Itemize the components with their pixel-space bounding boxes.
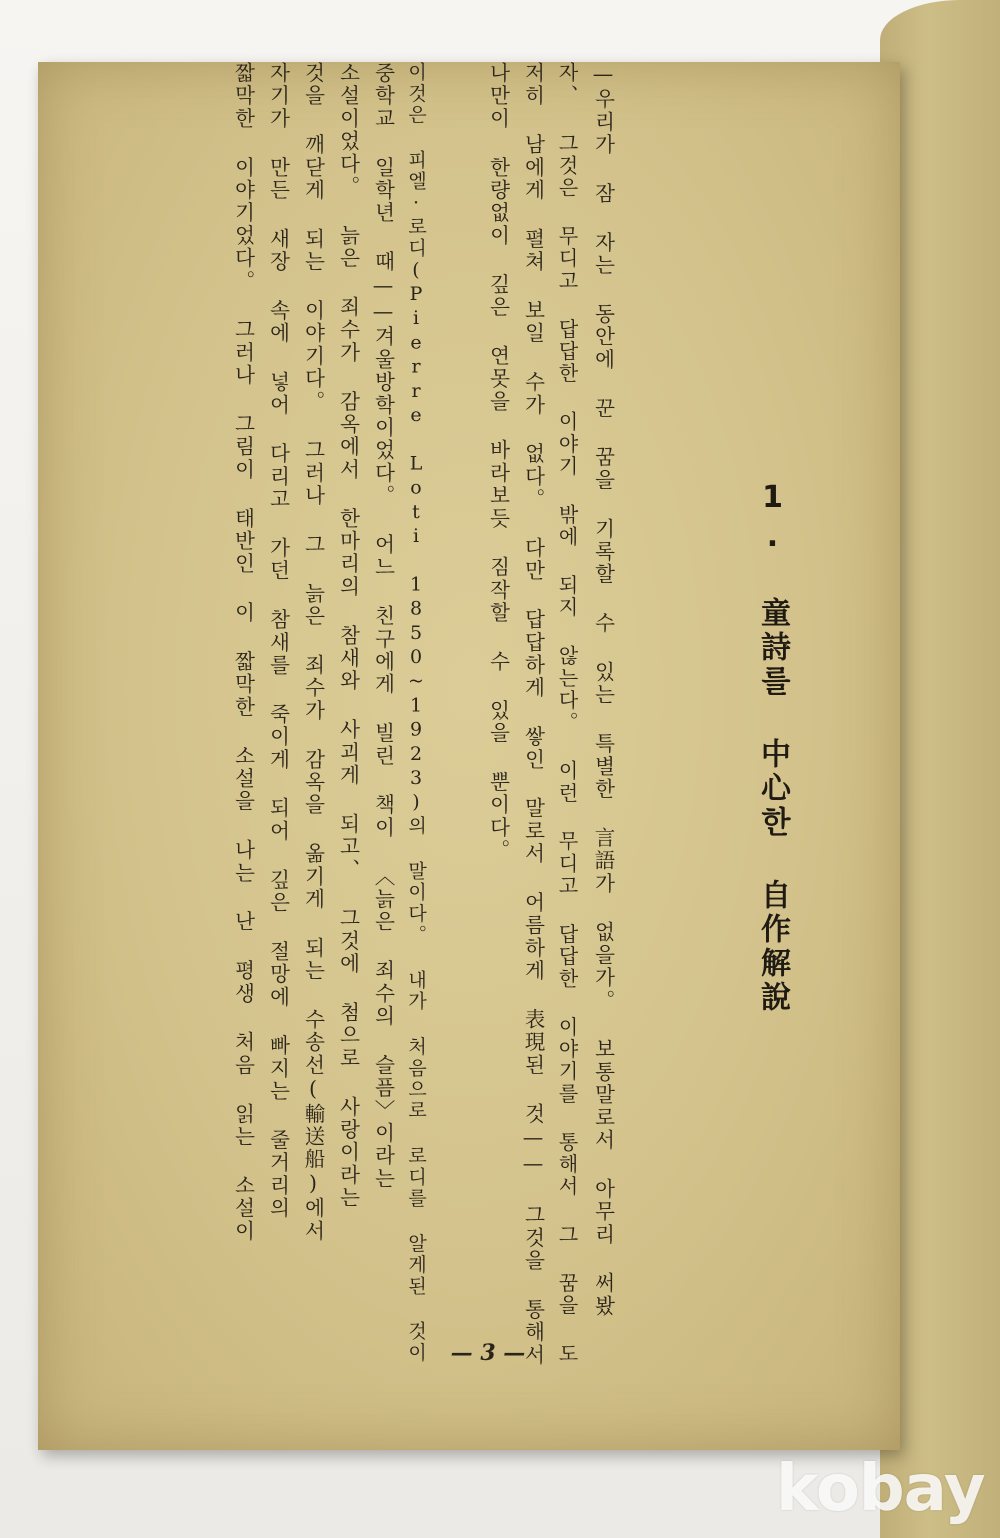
text-line-2-1: 이것은 피엘·로디(Pierre Loti 1850~1923)의 말이다。 내가 처음으로 로디를 알게된 것이 <box>405 62 427 1364</box>
text-line-2-3: 소설이었다。 늙은 죄수가 감옥에서 한마리의 참새와 사괴게 되고、 그것에 첨으로 사랑이라는 <box>336 62 360 1210</box>
text-line-1-3: 저히 남에게 펼쳐 보일 수가 없다。 다만 답답하게 쌓인 말로서 어름하게 表現된 것—— 그것을 통해서 <box>521 62 545 1367</box>
watermark-logo: kobay <box>776 1452 985 1526</box>
text-line-2-2: 중학교 일학년 때——겨울방학이었다。 어느 친구에게 빌린 책이 〈늙은 죄수의 슬픔〉이라는 <box>371 62 395 1191</box>
section-heading: 1. 童詩를 中心한 自作解說 <box>755 480 790 1015</box>
page-number: — 3 — <box>450 1340 526 1366</box>
text-line-1-2: 자、 그것은 무디고 답답한 이야기 밖에 되지 않는다。 이런 무디고 답답한 이야기를 통해서 그 꿈을 도 <box>555 62 579 1366</box>
text-line-1-4: 나만이 한량없이 깊은 연못을 바라보듯 짐작할 수 있을 뿐이다。 <box>486 62 510 862</box>
text-line-2-5: 자기가 만든 새장 속에 넣어 다리고 가던 참새를 죽이게 되어 깊은 절망에 빠지는 줄거리의 <box>266 62 290 1220</box>
text-line-2-6: 짧막한 이야기었다。 그러나 그림이 태반인 이 짧막한 소설을 나는 난 평생 처음 읽는 소설이 <box>231 62 255 1243</box>
text-line-1-1: —우리가 잠 자는 동안에 꾼 꿈을 기록할 수 있는 특별한 言語가 없을가。 보통말로서 아무리 써봤 <box>591 62 615 1318</box>
text-line-2-4: 것을 깨닫게 되는 이야기다。 그러나 그 늙은 죄수가 감옥을 옮기게 되는 수송선(輸送船)에서 <box>301 62 325 1243</box>
book-page <box>38 62 900 1450</box>
